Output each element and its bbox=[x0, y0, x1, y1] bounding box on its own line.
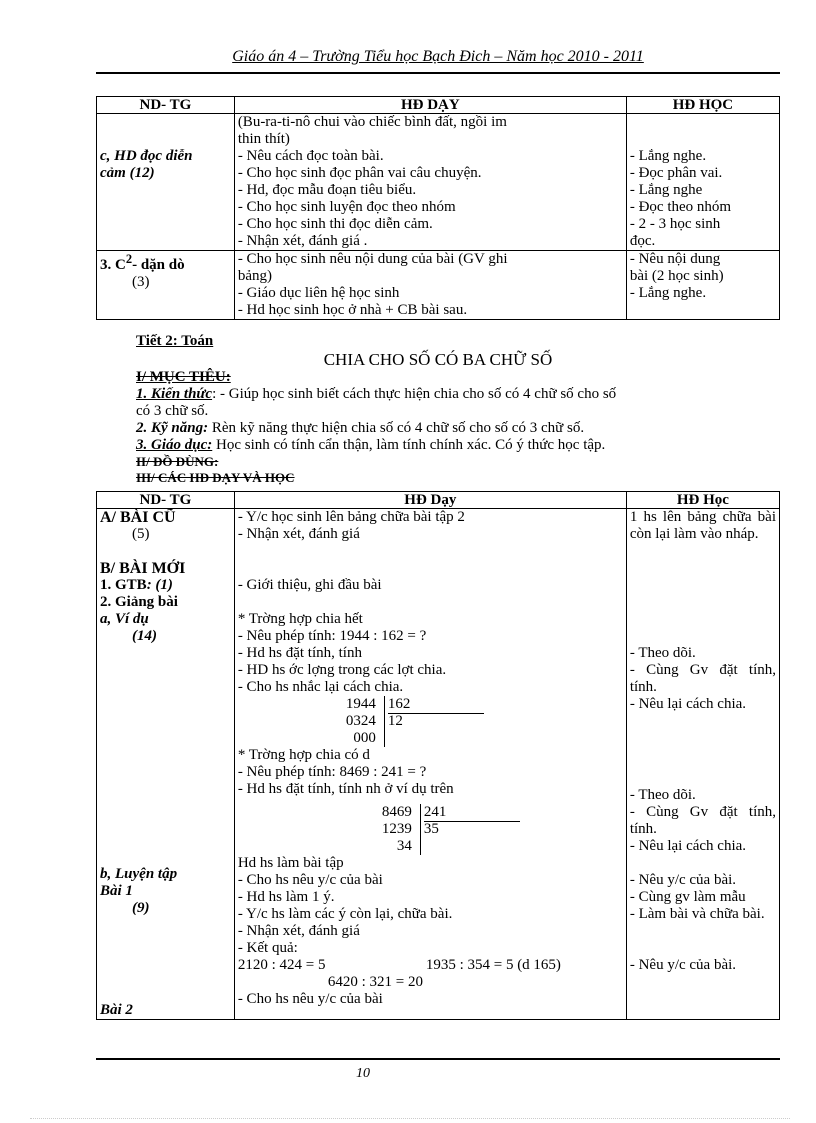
materials-heading: II/ ĐỒ DÙNG: bbox=[136, 454, 219, 469]
table-header-row bbox=[97, 492, 780, 509]
section-label: B/ BÀI MỚI bbox=[100, 560, 186, 577]
col-header-content: ND- TG bbox=[97, 97, 235, 114]
col-header-student: HĐ HỌC bbox=[626, 97, 779, 114]
table-header-row bbox=[97, 97, 780, 114]
long-division-1: 1944 0324 000 162 12 bbox=[238, 696, 623, 747]
period-label: Tiết 2: Toán bbox=[136, 333, 214, 349]
student-activity: - Theo dõi. - Cùng Gv đặt tính, tính. - Nêu lại cách chia. bbox=[629, 787, 776, 854]
col-header-teacher: HĐ Dạy bbox=[234, 492, 626, 509]
footer-rule bbox=[96, 1058, 780, 1060]
col-header-teacher: HĐ DẠY bbox=[234, 97, 626, 114]
page-number: 10 bbox=[356, 1066, 370, 1081]
section-label: 3. $C^2-$ dặn dò bbox=[100, 252, 185, 273]
table-row: A/ BÀI CŨ (5) B/ BÀI MỚI 1. GTB: (1) 2. Giảng bài a, Ví dụ (14) b, Luyện tập Bài 1 (9) Bài 2 - Y/c học sinh lên bảng chữa bài tập 2 - Nhận xét, đánh giá - Giới thiệu, ghi đầu bài * Trờng hợp chia hết - Nêu phép tính: 1944 : 162 = ? - Hd hs đặt tính, tính - HD hs ớc lợng trong các lợt chia. - Cho hs nhắc lại cách chia. 1944 0324 000 162 12 * Trờng hợp chia có d - Nêu phép tính: 8469 : 241 = ? - Hd hs đặt tính, tính nh ở ví dụ trên 8469 1239 34 241 35 Hd hs làm bài tập - Cho hs nêu y/c của bài - Hd hs làm 1 ý. - Y/c hs làm các ý còn lại, chữa bài. - Nhận xét, đánh giá - Kết quả: 2120 : 424 = 5 1935 : 354 = 5 (d 165) 6420 : 321 = 20 - Cho hs nêu y/c của bài 1 hs lên bảng chữa bài còn lại làm vào nháp. - Theo dõi. - Cùng Gv đặt tính, tính. - Nêu lại cách chia. - Theo dõi. - Cùng Gv đặt tính, tính. - Nêu lại cách chia. - Nêu y/c của bài. - Cùng gv làm mẫu - Làm bài và chữa bài. - Nêu y/c của bài. bbox=[97, 509, 780, 1020]
objective-education: 3. Giáo dục: Học sinh có tính cẩn thận, làm tính chính xác. Có ý thức học tập. bbox=[136, 437, 606, 453]
objectives-heading: I/ MỤC TIÊU: bbox=[136, 369, 231, 385]
objective-knowledge: 1. Kiến thức: - Giúp học sinh biết cách thực hiện chia cho số có 4 chữ số cho số bbox=[136, 386, 617, 402]
header-rule bbox=[96, 72, 780, 74]
lesson-title: CHIA CHO SỐ CÓ BA CHỮ SỐ bbox=[323, 350, 553, 369]
student-activity: - Theo dõi. - Cùng Gv đặt tính, tính. - Nêu lại cách chia. bbox=[629, 645, 776, 712]
student-activity: 1 hs lên bảng chữa bài còn lại làm vào nháp. bbox=[629, 509, 776, 542]
col-header-content: ND- TG bbox=[97, 492, 235, 509]
long-division-2: 8469 1239 34 241 35 bbox=[238, 804, 623, 855]
section-label: c, HD đọc diễn bbox=[100, 148, 193, 164]
page-header: Giáo án 4 – Trường Tiểu học Bạch Đich – Năm học 2010 - 2011 bbox=[232, 48, 644, 65]
col-header-student: HĐ Học bbox=[626, 492, 779, 509]
table-row: 3. $C^2-$ dặn dò (3) - Cho học sinh nêu nội dung của bài (GV ghi bảng) - Giáo dục liên hệ học sinh - Hd học sinh học ở nhà + CB bài sau. - Nêu nội dung bài (2 học sinh) - Lắng nghe. bbox=[97, 251, 780, 320]
lesson-table-math bbox=[96, 491, 780, 1020]
objective-knowledge-cont: có 3 chữ số. bbox=[136, 403, 209, 419]
objective-skill: 2. Kỹ năng: Rèn kỹ năng thực hiện chia số có 4 chữ số cho số có 3 chữ số. bbox=[136, 420, 585, 436]
activities-heading: III/ CÁC HĐ DẠY VÀ HỌC bbox=[136, 470, 295, 485]
table-row: c, HD đọc diễn cảm (12) (Bu-ra-ti-nô chui vào chiếc bình đất, ngồi im thin thít) - Nêu cách đọc toàn bài. - Cho học sinh đọc phân vai câu chuyện. - Hd, đọc mẫu đoạn tiêu biểu. - Cho học sinh luyện đọc theo nhóm - Cho học sinh thi đọc diễn cảm. - Nhận xét, đánh giá . - Lắng nghe. - Đọc phân vai. - Lắng nghe - Đọc theo nhóm - 2 - 3 học sinh đọc. bbox=[97, 114, 780, 251]
section-label: b, Luyện tập bbox=[100, 866, 178, 882]
lesson-table-reading bbox=[96, 96, 780, 320]
page-edge bbox=[30, 1118, 790, 1119]
section-label: A/ BÀI CŨ bbox=[100, 509, 176, 526]
section-label: cảm (12) bbox=[100, 165, 155, 181]
